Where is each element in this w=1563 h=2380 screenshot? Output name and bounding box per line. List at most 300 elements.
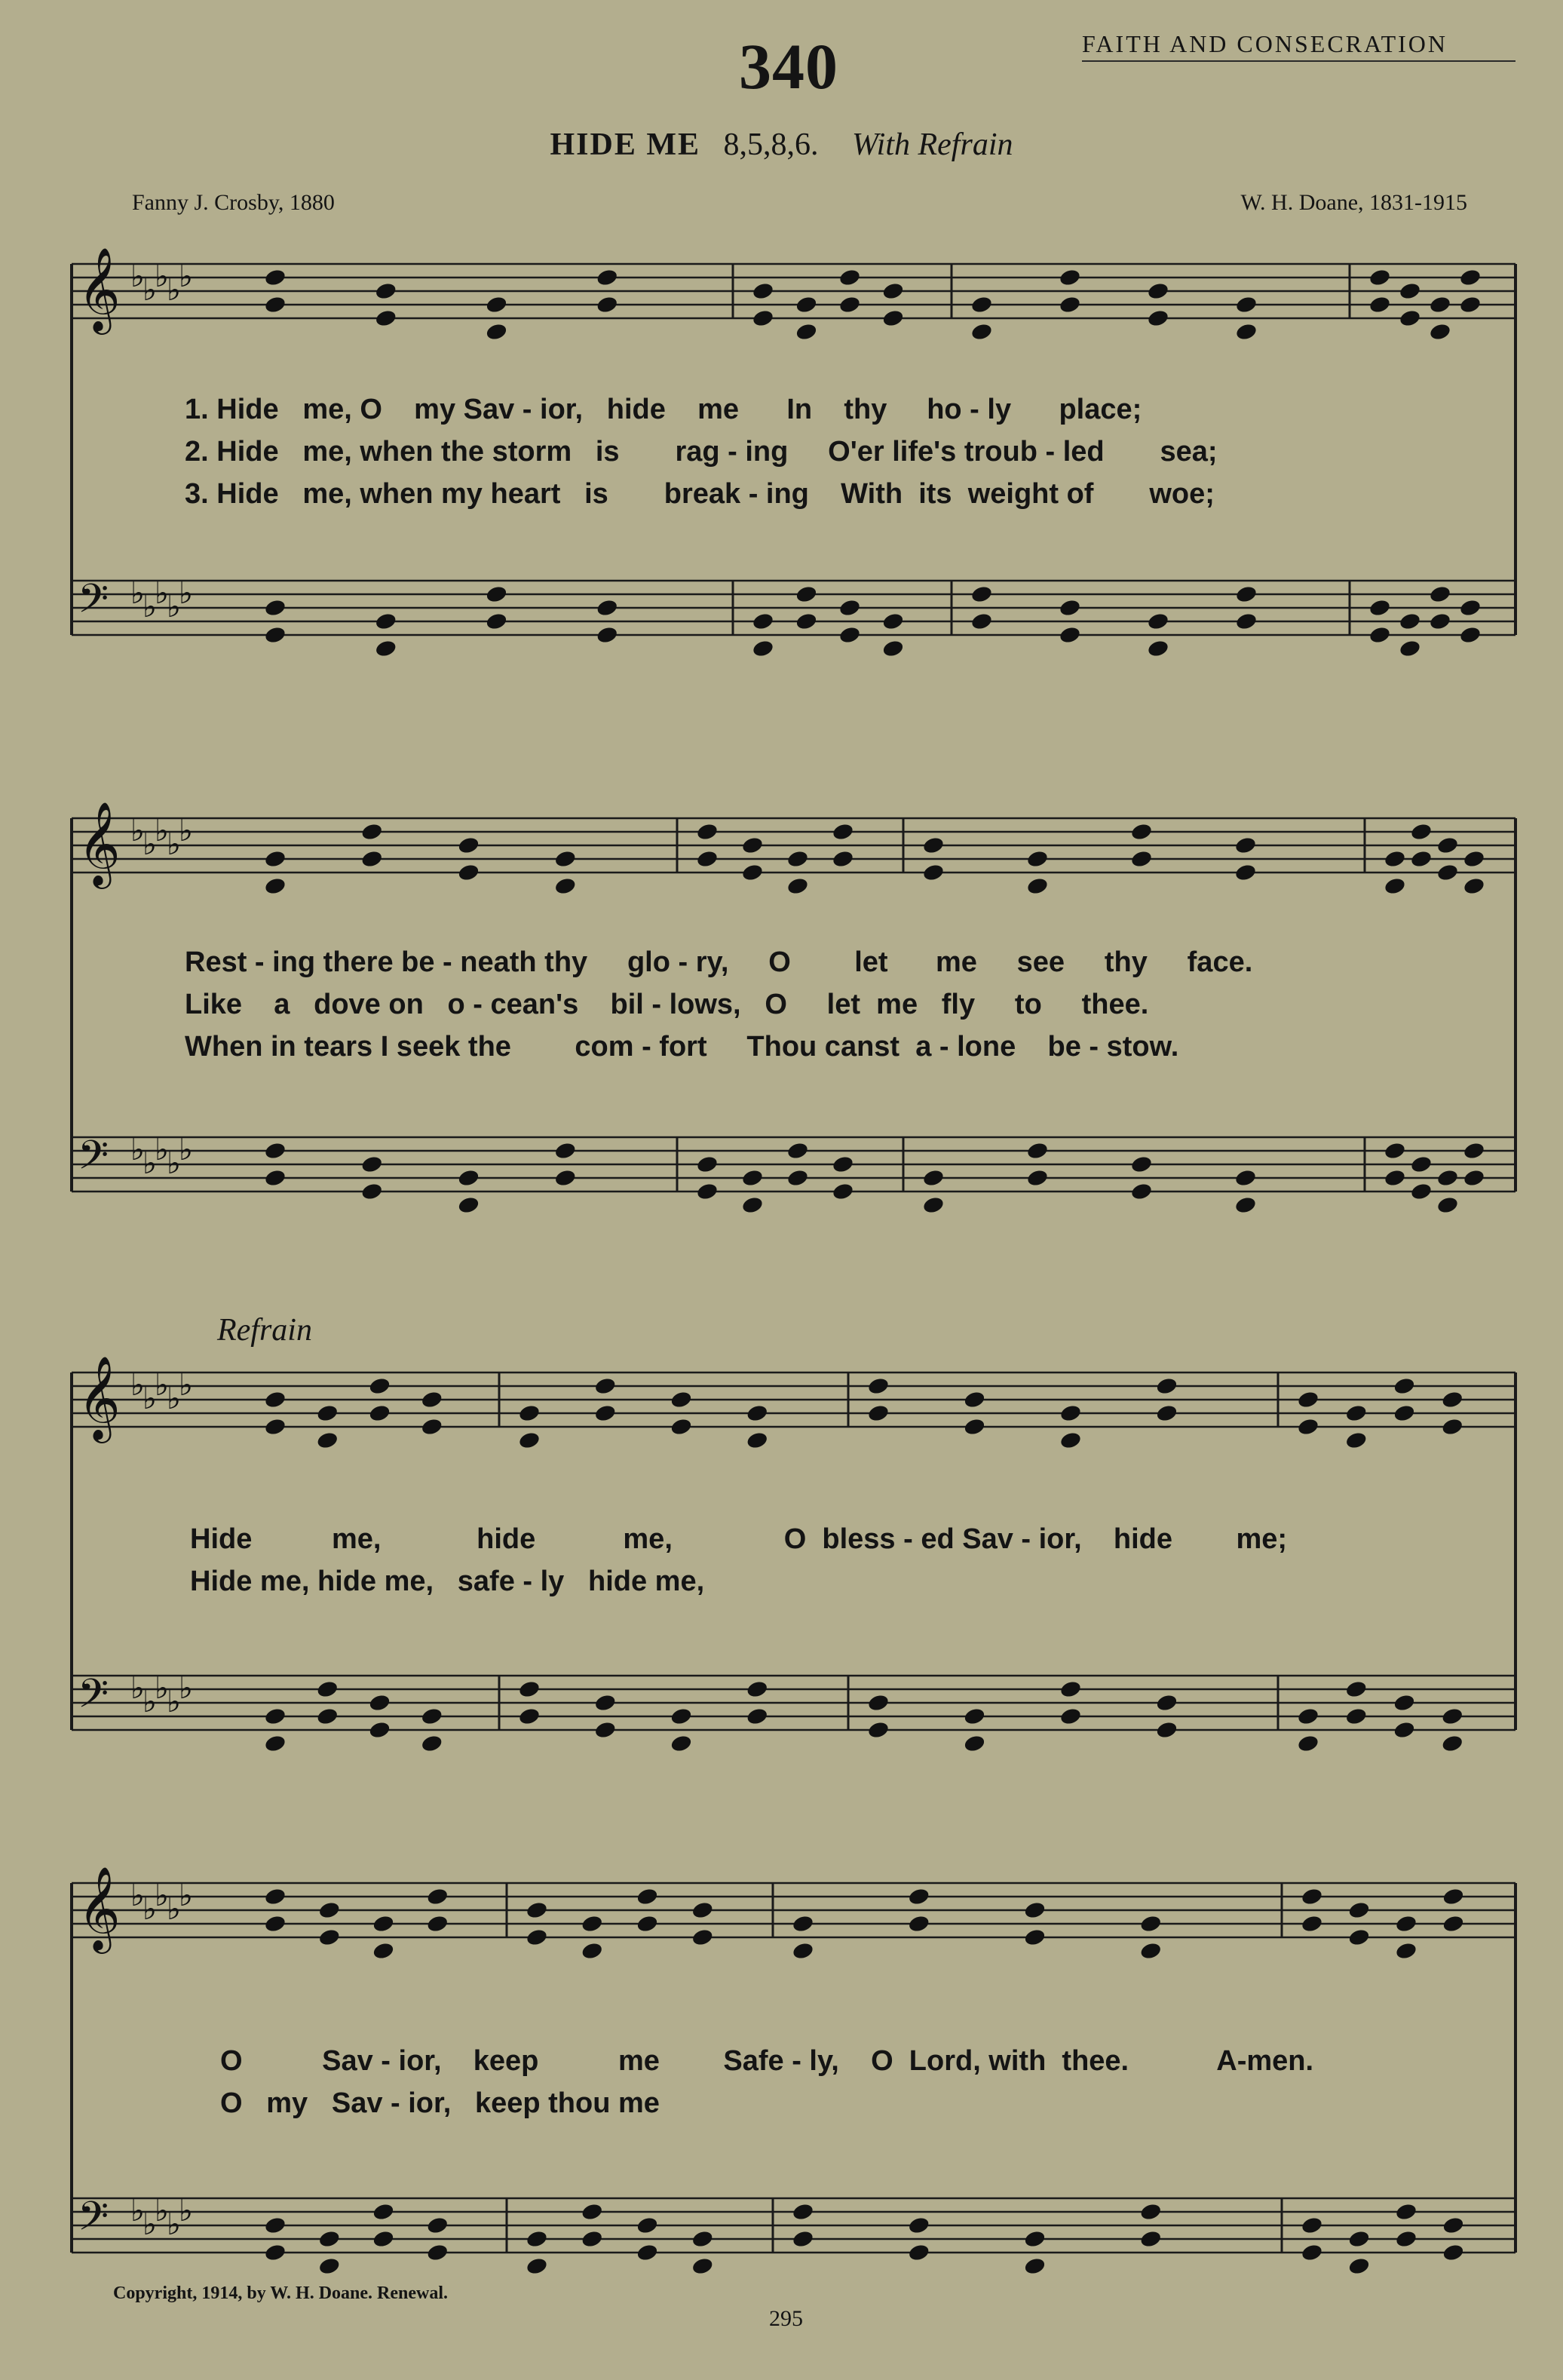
flat-icon: ♭ [143,827,157,862]
note-head [670,1734,693,1753]
note-head [1410,1182,1433,1201]
note-head [1234,863,1258,882]
lyric-s3-v2: Hide me, hide me, safe - ly hide me, [190,1566,705,1597]
flat-icon: ♭ [143,1146,157,1181]
note-head [553,1168,577,1188]
note-head [867,1403,890,1423]
note-head [1059,268,1082,287]
refrain-label: Refrain [217,1313,312,1348]
note-head [1147,308,1170,328]
flat-icon: ♭ [167,1382,181,1416]
note-head [867,1720,890,1740]
flat-icon: ♭ [130,259,145,294]
note-head [881,281,905,301]
flat-icon: ♭ [130,814,145,848]
flat-icon: ♭ [143,1382,157,1416]
note-head [581,2229,604,2249]
note-head [1235,322,1258,342]
note-head [963,1707,986,1726]
note-head [1463,849,1486,869]
note-head [264,295,287,314]
note-head [526,2256,549,2276]
note-head [786,849,810,869]
note-head [691,1928,714,1947]
note-head [1347,1928,1371,1947]
note-head [832,849,855,869]
note-head [795,295,818,314]
note-head [881,612,905,631]
note-head [264,1914,287,1934]
note-head [1436,863,1460,882]
note-head [368,1720,391,1740]
note-head [1368,268,1392,287]
note-head [485,612,508,631]
note-head [1023,2256,1047,2276]
note-head [593,1720,617,1740]
note-head [1301,2243,1324,2262]
note-head [596,625,619,645]
note-head [1393,1693,1416,1713]
note-head [838,598,862,618]
note-head [420,1734,443,1753]
flat-icon: ♭ [130,1368,145,1403]
note-head [1235,612,1258,631]
note-head [907,2243,930,2262]
lyric-s2-v1: Rest - ing there be - neath thy glo - ry, O let me see thy face. [185,946,1253,978]
note-head [264,1417,287,1437]
lyric-s4-v2: O my Sav - ior, keep thou me [220,2087,660,2119]
note-head [741,1168,765,1188]
note-head [1429,322,1452,342]
note-head [426,2216,449,2235]
note-head [372,1914,395,1934]
note-head [368,1403,391,1423]
note-head [264,2243,287,2262]
flat-icon: ♭ [179,1133,193,1167]
flat-icon: ♭ [130,1671,145,1706]
note-head [795,322,818,342]
note-head [264,1141,287,1161]
note-head [426,2243,449,2262]
note-head [1130,849,1154,869]
note-head [372,2202,395,2222]
note-head [752,612,775,631]
note-head [636,2243,659,2262]
note-head [581,1941,604,1961]
treble-clef-icon: 𝄞 [78,247,121,331]
flat-icon: ♭ [130,1879,145,1913]
note-head [1384,849,1407,869]
note-head [1442,2216,1465,2235]
note-head [1235,295,1258,314]
bass-clef-icon: 𝄢 [78,1671,109,1727]
note-head [1297,1417,1320,1437]
note-head [1301,2216,1324,2235]
note-head [1059,1707,1083,1726]
note-head [1459,598,1482,618]
note-head [1155,1376,1178,1396]
note-head [518,1431,541,1450]
note-head [1384,1141,1407,1161]
note-head [1395,2202,1418,2222]
note-head [795,584,818,604]
note-head [1235,584,1258,604]
composer-credit: W. H. Doane, 1831-1915 [1240,190,1467,215]
lyric-s1-v3: 3. Hide me, when my heart is break - ing With its weight of woe; [185,478,1215,510]
note-head [1155,1720,1178,1740]
note-head [1026,1141,1050,1161]
note-head [553,876,577,896]
note-head [1347,2256,1371,2276]
flat-icon: ♭ [167,1685,181,1719]
note-head [264,1734,287,1753]
note-head [316,1679,339,1699]
treble-clef-icon: 𝄞 [78,1355,121,1440]
note-head [746,1403,769,1423]
flat-icon: ♭ [179,259,193,294]
note-head [457,863,480,882]
flat-icon: ♭ [155,814,169,848]
note-head [526,2229,549,2249]
note-head [264,1887,287,1906]
note-head [752,639,775,658]
flat-icon: ♭ [167,590,181,624]
note-head [1344,1707,1368,1726]
note-head [1393,1376,1416,1396]
note-head [1344,1679,1368,1699]
flat-icon: ♭ [130,1133,145,1167]
note-head [1297,1707,1320,1726]
note-head [970,322,994,342]
section-title: FAITH AND CONSECRATION [1082,30,1448,57]
note-head [746,1431,769,1450]
flat-icon: ♭ [155,576,169,611]
note-head [526,1900,549,1920]
note-head [792,1914,815,1934]
note-head [1059,295,1082,314]
note-head [593,1693,617,1713]
note-head [1023,1900,1047,1920]
note-head [1459,625,1482,645]
note-head [1399,308,1422,328]
flat-icon: ♭ [143,273,157,308]
note-head [593,1376,617,1396]
note-head [1234,1195,1258,1215]
note-head [752,281,775,301]
note-head [1436,1168,1460,1188]
note-head [518,1707,541,1726]
note-head [1441,1707,1464,1726]
note-head [832,822,855,842]
note-head [1384,876,1407,896]
note-head [907,2216,930,2235]
note-head [317,2229,341,2249]
note-head [485,295,508,314]
note-head [691,2256,714,2276]
note-head [1384,1168,1407,1188]
note-head [264,268,287,287]
note-head [752,308,775,328]
tune-meter: 8,5,8,6. [723,127,819,162]
note-head [581,2202,604,2222]
note-head [317,2256,341,2276]
note-head [264,625,287,645]
flat-icon: ♭ [179,576,193,611]
note-head [374,308,397,328]
note-head [1459,268,1482,287]
note-head [1463,1141,1486,1161]
note-head [457,1168,480,1188]
note-head [1139,2202,1163,2222]
note-head [1393,1403,1416,1423]
note-head [1147,639,1170,658]
note-head [963,1390,986,1409]
note-head [316,1403,339,1423]
note-head [1023,2229,1047,2249]
note-head [596,598,619,618]
note-head [1139,1941,1163,1961]
note-head [264,849,287,869]
note-head [963,1734,986,1753]
note-head [696,822,719,842]
flat-icon: ♭ [167,2207,181,2242]
note-head [636,1887,659,1906]
flat-icon: ♭ [155,1368,169,1403]
note-head [792,1941,815,1961]
note-head [1147,281,1170,301]
note-head [1399,281,1422,301]
note-head [1436,1195,1460,1215]
note-head [1155,1403,1178,1423]
note-head [1234,836,1258,855]
note-head [881,308,905,328]
note-head [457,836,480,855]
note-head [1026,849,1050,869]
note-head [1347,1900,1371,1920]
flat-icon: ♭ [155,1671,169,1706]
note-head [1234,1168,1258,1188]
note-head [581,1914,604,1934]
note-head [264,1707,287,1726]
note-head [696,1155,719,1174]
note-head [792,2202,815,2222]
note-head [360,1155,384,1174]
note-head [1023,1928,1047,1947]
note-head [1399,612,1422,631]
note-head [374,281,397,301]
note-head [426,1887,449,1906]
note-head [1395,1941,1418,1961]
note-head [832,1155,855,1174]
hymn-number: 340 [739,30,838,103]
author-credit: Fanny J. Crosby, 1880 [132,190,335,215]
note-head [1410,822,1433,842]
note-head [1297,1734,1320,1753]
note-head [457,1195,480,1215]
note-head [420,1707,443,1726]
note-head [696,1182,719,1201]
treble-clef-icon: 𝄞 [78,801,121,885]
flat-icon: ♭ [167,1892,181,1927]
note-head [1368,625,1392,645]
note-head [264,1390,287,1409]
note-head [553,849,577,869]
note-head [1139,2229,1163,2249]
note-head [922,1168,945,1188]
note-head [881,639,905,658]
note-head [374,612,397,631]
note-head [360,849,384,869]
note-head [316,1707,339,1726]
note-head [1410,849,1433,869]
note-head [691,2229,714,2249]
note-head [1395,1914,1418,1934]
note-head [1059,598,1082,618]
note-head [970,612,994,631]
note-head [1297,1390,1320,1409]
tune-name: HIDE ME [550,127,700,162]
note-head [636,2216,659,2235]
note-head [838,268,862,287]
note-head [360,822,384,842]
note-head [372,2229,395,2249]
note-head [317,1928,341,1947]
flat-icon: ♭ [167,1146,181,1181]
note-head [264,2216,287,2235]
note-head [1368,598,1392,618]
note-head [867,1376,890,1396]
note-head [1442,1887,1465,1906]
note-head [264,1168,287,1188]
note-head [485,584,508,604]
note-head [691,1900,714,1920]
lyric-s1-v2: 2. Hide me, when the storm is rag - ing O'er life's troub - led sea; [185,436,1218,468]
note-head [426,1914,449,1934]
note-head [922,863,945,882]
note-head [368,1376,391,1396]
lyric-s3-v1: Hide me, hide me, O bless - ed Sav - ior, hide me; [190,1523,1288,1555]
flat-icon: ♭ [179,1671,193,1706]
bass-clef-icon: 𝄢 [78,1133,109,1188]
page-number: 295 [769,2306,803,2331]
note-head [1463,1168,1486,1188]
note-head [832,1182,855,1201]
note-head [1139,1914,1163,1934]
note-head [963,1417,986,1437]
copyright-notice: Copyright, 1914, by W. H. Doane. Renewal. [113,2283,449,2303]
flat-icon: ♭ [179,2194,193,2228]
flat-icon: ♭ [143,2207,157,2242]
flat-icon: ♭ [130,2194,145,2228]
note-head [1393,1720,1416,1740]
flat-icon: ♭ [179,1879,193,1913]
note-head [1399,639,1422,658]
note-head [264,598,287,618]
note-head [372,1941,395,1961]
note-head [970,295,994,314]
note-head [553,1141,577,1161]
note-head [526,1928,549,1947]
note-head [1429,584,1452,604]
note-head [1344,1403,1368,1423]
flat-icon: ♭ [179,1368,193,1403]
note-head [746,1707,769,1726]
flat-icon: ♭ [143,1892,157,1927]
flat-icon: ♭ [130,576,145,611]
note-head [746,1679,769,1699]
note-head [786,1141,810,1161]
note-head [1459,295,1482,314]
note-head [1347,2229,1371,2249]
note-head [1130,1155,1154,1174]
flat-icon: ♭ [143,1685,157,1719]
note-head [1436,836,1460,855]
note-head [792,2229,815,2249]
note-head [1442,1914,1465,1934]
flat-icon: ♭ [143,590,157,624]
note-head [1368,295,1392,314]
note-head [1301,1887,1324,1906]
bass-clef-icon: 𝄢 [78,2194,109,2250]
note-head [1395,2229,1418,2249]
note-head [907,1914,930,1934]
note-head [368,1693,391,1713]
note-head [1130,822,1154,842]
bass-clef-icon: 𝄢 [78,576,109,632]
note-head [1441,1734,1464,1753]
note-head [374,639,397,658]
note-head [1059,1679,1083,1699]
note-head [741,836,765,855]
note-head [795,612,818,631]
lyric-s1-v1: 1. Hide me, O my Sav - ior, hide me In thy ho - ly place; [185,394,1142,425]
note-head [636,1914,659,1934]
note-head [741,863,765,882]
note-head [922,836,945,855]
note-head [838,295,862,314]
note-head [670,1707,693,1726]
flat-icon: ♭ [155,259,169,294]
note-head [1429,295,1452,314]
note-head [518,1403,541,1423]
flat-icon: ♭ [155,2194,169,2228]
note-head [317,1900,341,1920]
note-head [1441,1417,1464,1437]
flat-icon: ♭ [167,273,181,308]
note-head [696,849,719,869]
note-head [922,1195,945,1215]
note-head [670,1390,693,1409]
flat-icon: ♭ [167,827,181,862]
note-head [360,1182,384,1201]
note-head [970,584,994,604]
note-head [1026,876,1050,896]
note-head [1147,612,1170,631]
flat-icon: ♭ [155,1133,169,1167]
note-head [316,1431,339,1450]
note-head [264,876,287,896]
note-head [1442,2243,1465,2262]
note-head [670,1417,693,1437]
note-head [1441,1390,1464,1409]
note-head [420,1417,443,1437]
note-head [1059,1431,1083,1450]
note-head [1410,1155,1433,1174]
note-head [1429,612,1452,631]
note-head [1344,1431,1368,1450]
lyric-s2-v2: Like a dove on o - cean's bil - lows, O let me fly to thee. [185,989,1149,1020]
note-head [485,322,508,342]
